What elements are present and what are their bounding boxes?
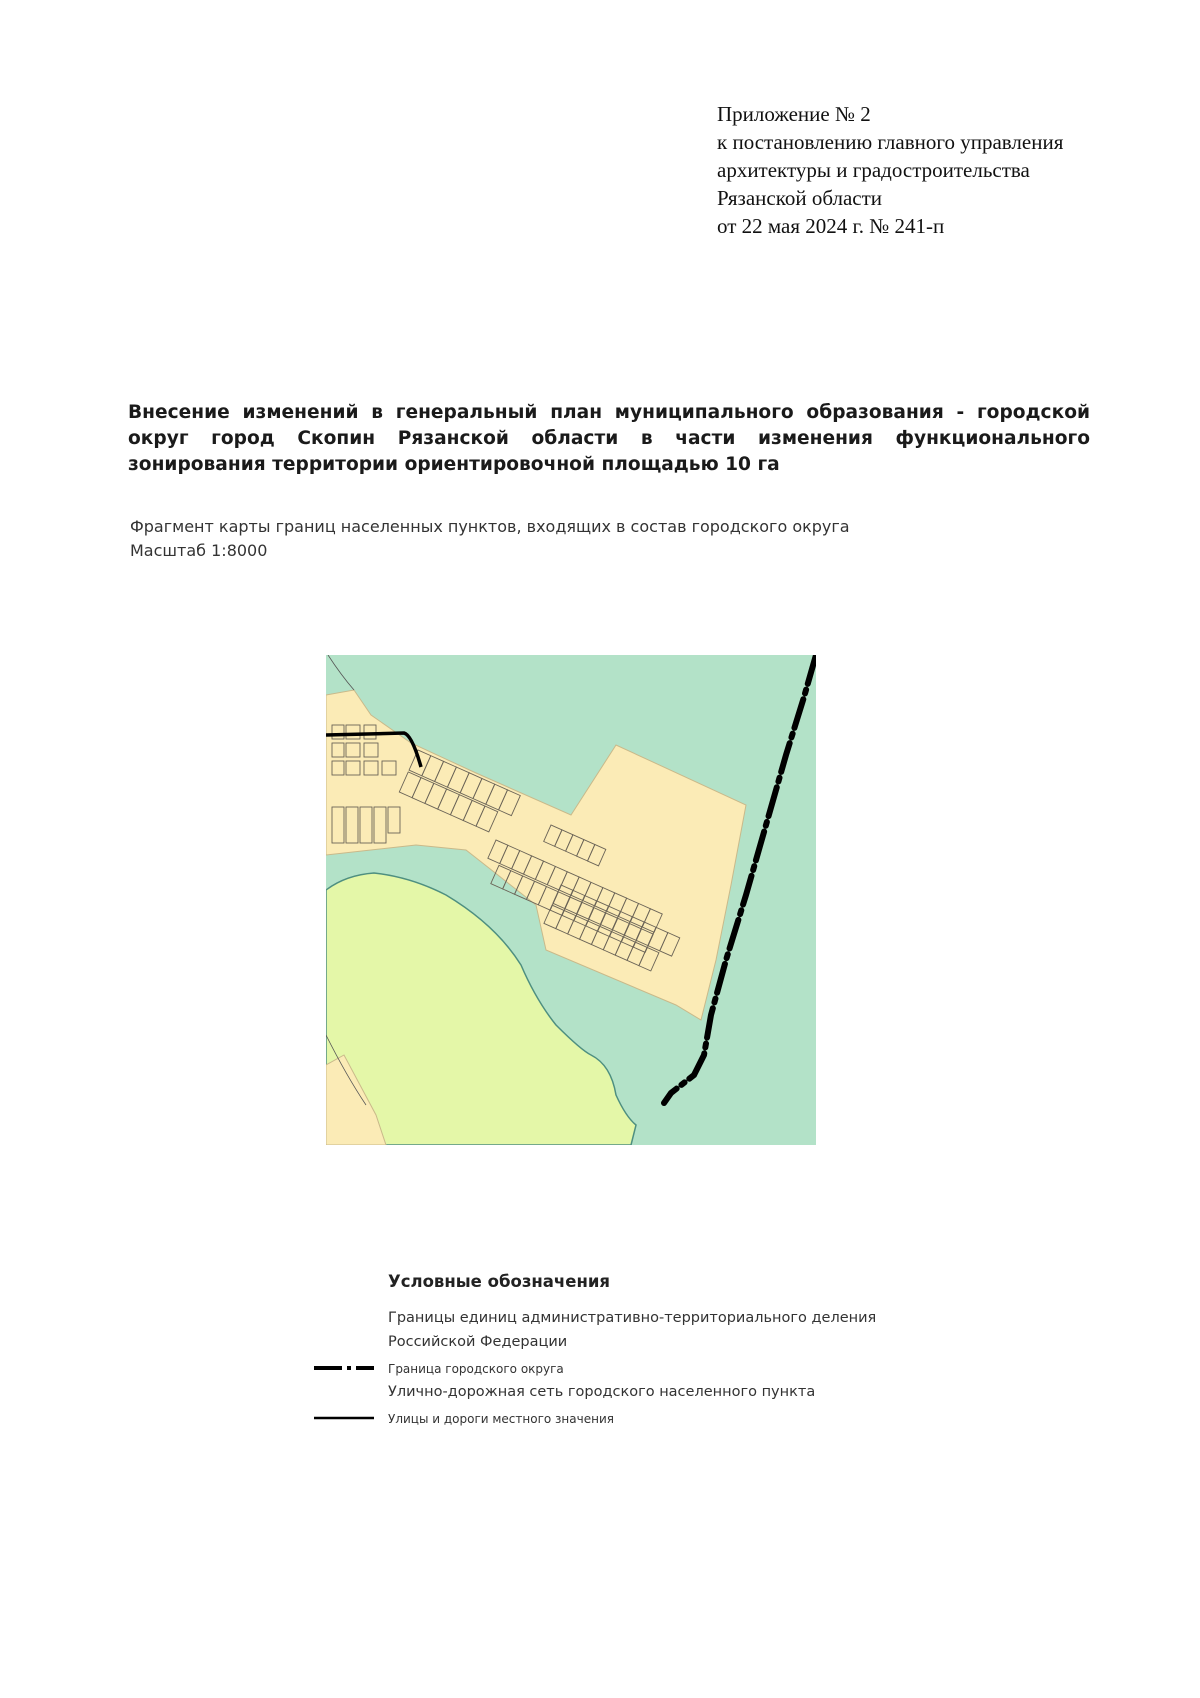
legend-section-admin-line2: Российской Федерации [388, 1334, 568, 1350]
appendix-line-2: к постановлению главного управления [717, 130, 1064, 154]
legend-item-local-roads: Улицы и дороги местного значения [388, 1412, 614, 1426]
map-fragment [326, 655, 816, 1145]
appendix-line-3: архитектуры и градостроительства [717, 158, 1030, 182]
map-scale: Масштаб 1:8000 [130, 541, 268, 560]
appendix-line-4: Рязанской области [717, 186, 883, 210]
document-title: Внесение изменений в генеральный план муниципального образования - городской округ город Скопин Рязанской области в части изменения функционального зонирования территории ориентировочной площадью 10 га [128, 402, 1090, 475]
local-road-symbol [314, 1412, 374, 1424]
appendix-line-5: от 22 мая 2024 г. № 241-п [717, 214, 945, 238]
map-caption [130, 515, 850, 563]
legend-item-district-boundary: Граница городского округа [388, 1362, 564, 1376]
legend-section-roads: Улично-дорожная сеть городского населенного пункта [388, 1384, 816, 1400]
district-boundary-symbol [314, 1362, 374, 1374]
map-caption-line: Фрагмент карты границ населенных пунктов, входящих в состав городского округа [130, 517, 850, 536]
legend-section-admin-line1: Границы единиц административно-территориального деления [388, 1310, 877, 1326]
appendix-line-1: Приложение № 2 [717, 102, 871, 126]
legend-title: Условные обозначения [388, 1272, 611, 1291]
appendix-block [717, 100, 1063, 240]
